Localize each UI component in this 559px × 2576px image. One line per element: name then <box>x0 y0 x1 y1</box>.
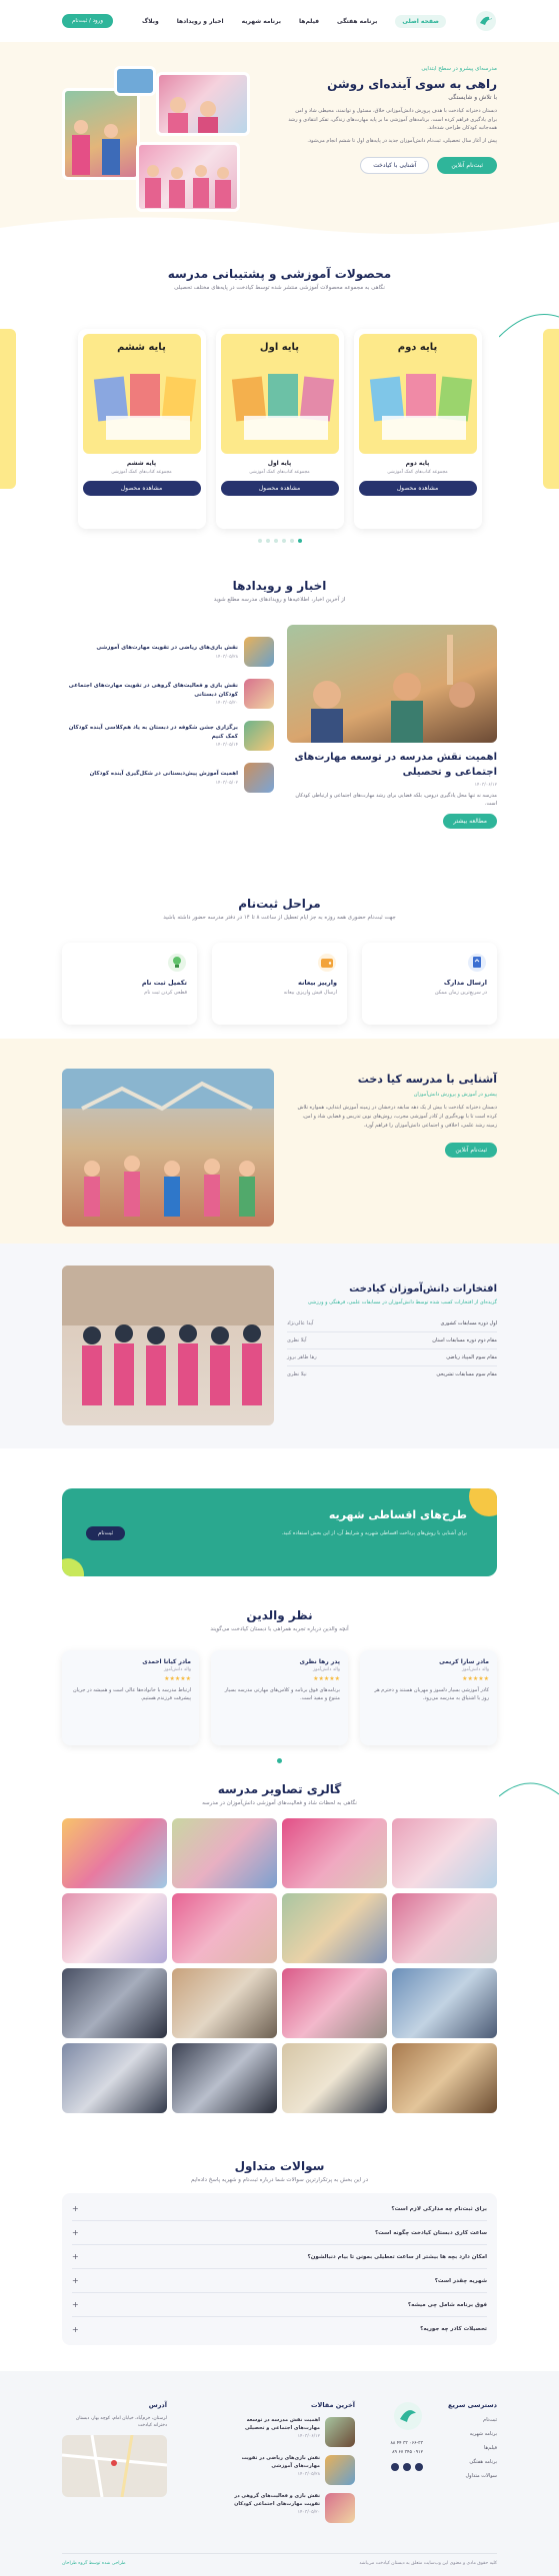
gallery-photo[interactable] <box>392 1893 497 1963</box>
view-product-button[interactable]: مشاهده محصول <box>359 481 477 496</box>
hero-body: دبستان دخترانه کیادخت با هدف پرورش دانش‌آموزانی خلاق، مسئول و توانمند، محیطی شاد و امن برای یادگیری فراهم کرده است. برنامه‌های آموزشی ما بر پایه مهارت‌های زندگی، تفکر انتقادی و رشد همه‌جانبه کودکان طراحی شده‌اند. <box>288 108 497 131</box>
honor-label: مقام دوم دوره مسابقات استان <box>432 1337 497 1343</box>
tuition-section <box>0 1448 559 1598</box>
hero-eyebrow: مدرسه‌ای پیشرو در سطح ابتدایی <box>421 66 497 72</box>
about-body: دبستان دخترانه کیادخت با بیش از یک دهه سابقه درخشان در زمینه آموزش ابتدایی، همواره تلاش کرده است تا با بهره‌گیری از کادر آموزشی مجرب، روش‌های نوین تدریس و فضایی شاد و امن، زمینه رشد علمی، اخلاقی و اجتماعی دانش‌آموزان را فراهم آورد. <box>297 1105 497 1129</box>
testimonial-text: برنامه‌های فوق برنامه و کلاس‌های مهارتی مدرسه بسیار متنوع و مفید است. <box>224 1687 340 1701</box>
lightbulb-icon <box>167 953 187 973</box>
footer-post-date: ۱۴۰۳/۰۵/۲۸ <box>297 2472 320 2477</box>
footer-post[interactable] <box>225 2417 355 2447</box>
carousel-dot[interactable] <box>298 539 302 543</box>
faq-subtitle: در این بخش به پرتکرارترین سوالات شما درباره ثبت‌نام و شهریه پاسخ داده‌ایم <box>190 2177 369 2183</box>
featured-news-date: ۱۴۰۳/۰۶/۱۲ <box>474 783 497 788</box>
product-banner <box>83 334 201 454</box>
honors-subtitle: گزیده‌ای از افتخارات کسب شده توسط دانش‌آموزان در مسابقات علمی، فرهنگی و ورزشی <box>307 1299 497 1305</box>
footer-posts <box>225 2401 355 2523</box>
registration-steps <box>0 877 559 1039</box>
honors-title: افتخارات دانش‌آموزان کیادخت <box>349 1284 497 1294</box>
gallery-section <box>0 1776 559 2151</box>
footer-quick-links <box>377 2401 497 2479</box>
step-card <box>212 943 347 1025</box>
footer-link[interactable]: برنامه شهریه <box>469 2431 497 2437</box>
footer-address-title: آدرس <box>148 2401 167 2409</box>
main-menu <box>142 15 446 28</box>
step-desc: قطعی کردن ثبت نام <box>144 990 187 996</box>
footer-link[interactable]: سوالات متداول <box>465 2473 497 2479</box>
hero-photo-4 <box>114 66 156 96</box>
news-item[interactable] <box>62 631 274 673</box>
plus-icon: + <box>72 2252 79 2261</box>
footer-post-thumb <box>325 2417 355 2447</box>
plus-icon: + <box>72 2228 79 2237</box>
hero-collage <box>62 72 250 212</box>
footer-post-thumb <box>325 2455 355 2485</box>
news-item-date: ۱۴۰۳/۰۵/۲۰ <box>215 700 238 706</box>
footer-posts-title: آخرین مقالات <box>310 2401 355 2409</box>
gallery-photo[interactable] <box>172 1968 277 2038</box>
carousel-dot[interactable] <box>282 539 286 543</box>
news-item-date: ۱۴۰۳/۰۵/۰۲ <box>215 780 238 786</box>
faq-item[interactable] <box>72 2317 487 2341</box>
hero-title: راهی به سوی آینده‌ای روشن <box>327 77 497 91</box>
faq-title: سوالات متداول <box>234 2159 325 2173</box>
testimonial-card <box>360 1650 497 1745</box>
gallery-photo[interactable] <box>172 2043 277 2113</box>
honor-label: مقام سوم مسابقات تشریحی <box>436 1371 497 1377</box>
step-title: ارسال مدارک <box>443 979 487 987</box>
view-product-button[interactable]: مشاهده محصول <box>83 481 201 496</box>
product-banner <box>359 334 477 454</box>
plus-icon: + <box>72 2324 79 2334</box>
hero-photo-3 <box>136 142 240 212</box>
faq-item[interactable] <box>72 2197 487 2221</box>
about-image <box>62 1069 274 1227</box>
about-section <box>0 1039 559 1244</box>
footer-phone[interactable]: ۰۶۶-۳۳ ۳۳ ۴۴ ۸۸ <box>390 2441 423 2446</box>
footer-quick-title: دسترسی سریع <box>448 2401 497 2409</box>
news-item[interactable] <box>62 715 274 757</box>
news-thumb <box>244 721 274 751</box>
honor-row <box>287 1315 497 1332</box>
gallery-photo[interactable] <box>282 1818 387 1888</box>
testimonial-dot[interactable] <box>277 1758 282 1763</box>
hero-about-button[interactable]: آشنایی با کیادخت <box>360 157 429 174</box>
logo[interactable] <box>475 10 497 32</box>
product-banner <box>221 334 339 454</box>
news-title: اخبار و رویدادها <box>232 579 327 593</box>
deco-curve-right <box>499 1776 559 1816</box>
carousel-dot[interactable] <box>274 539 278 543</box>
product-name: پایه دوم <box>405 460 430 467</box>
read-more-button[interactable]: مطالعه بیشتر <box>443 814 497 829</box>
tuition-banner <box>62 1488 497 1576</box>
news-item-title: نقش بازی و فعالیت‌های گروهی در تقویت مهارت‌های اجتماعی کودکان دبستانی <box>68 683 238 698</box>
products-carousel <box>62 329 497 529</box>
faq-question: شهریه چقدر است؟ <box>434 2277 487 2284</box>
step-title: وارییز بیعانه <box>298 979 337 987</box>
news-thumb <box>244 679 274 709</box>
books-illustration <box>364 368 482 448</box>
testimonial-card <box>211 1650 348 1745</box>
telegram-icon[interactable] <box>403 2463 411 2471</box>
product-banner-title: پایه اول <box>259 342 300 353</box>
footer-address <box>62 2401 167 2497</box>
honor-label: مقام سوم المپیاد ریاضی <box>446 1354 497 1360</box>
news-thumb <box>244 637 274 667</box>
plus-icon: + <box>72 2204 79 2213</box>
tuition-button[interactable]: ثبت‌نام <box>86 1526 125 1540</box>
nav-tuition[interactable]: برنامه شهریه <box>241 17 282 25</box>
rating-stars-icon: ★★★★★ <box>313 1675 340 1682</box>
steps-title: مراحل ثبت‌نام <box>238 897 321 911</box>
footer-link[interactable]: ثبت‌نام <box>483 2417 497 2423</box>
gallery-grid <box>62 1818 497 2113</box>
tuition-body: برای آشنایی با روش‌های پرداخت اقساطی شهریه و شرایط آن، از این بخش استفاده کنید. <box>281 1530 467 1536</box>
news-thumb <box>244 763 274 793</box>
faq-item[interactable] <box>72 2269 487 2293</box>
carousel-dot[interactable] <box>290 539 294 543</box>
nav-weekly[interactable]: برنامه هفتگی <box>337 17 378 25</box>
footer-link[interactable]: برنامه هفتگی <box>469 2459 497 2465</box>
product-name: پایه ششم <box>126 460 157 467</box>
faq-section <box>0 2151 559 2371</box>
bird-logo-icon <box>475 10 497 32</box>
nav-blog[interactable]: وبلاگ <box>142 17 159 25</box>
gallery-photo[interactable] <box>282 1893 387 1963</box>
nav-news[interactable]: اخبار و رویدادها <box>176 17 224 25</box>
faq-question: تحصیلات کادر چه جوریه؟ <box>420 2326 487 2332</box>
news-item-date: ۱۴۰۳/۰۵/۱۴ <box>215 742 238 748</box>
gallery-photo[interactable] <box>392 2043 497 2113</box>
testimonial-role: والد دانش‌آموز <box>164 1667 191 1672</box>
featured-news-image <box>287 625 497 743</box>
top-nav <box>0 0 559 42</box>
footer-post-title: نقش بازی‌های ریاضی در تقویت مهارت‌های آموزشی <box>241 2455 320 2469</box>
product-desc: مجموعه کتاب‌های کمک آموزشی <box>387 470 448 475</box>
gallery-photo[interactable] <box>62 2043 167 2113</box>
footer-post-title: اهمیت نقش مدرسه در توسعه مهارت‌های اجتماعی و تحصیلی <box>244 2417 320 2431</box>
carousel-peek-right <box>543 329 559 489</box>
honor-student: رها طاهر بروز <box>287 1354 317 1360</box>
news-item-title: نقش بازی‌های ریاضی در تقویت مهارت‌های آموزشی <box>96 645 238 652</box>
honors-image <box>62 1266 274 1425</box>
bird-logo-icon <box>393 2401 423 2431</box>
footer-post-date: ۱۴۰۳/۰۵/۲۰ <box>297 2510 320 2515</box>
about-eyebrow: پیشرو در آموزش و پرورش دانش‌آموزان <box>413 1092 497 1098</box>
honor-row <box>287 1332 497 1349</box>
about-register-button[interactable]: ثبت‌نام آنلاین <box>445 1143 497 1158</box>
honor-student: نیلا نظری <box>287 1371 307 1377</box>
books-illustration <box>88 368 206 448</box>
gallery-photo[interactable] <box>172 1893 277 1963</box>
honor-label: اول دوره مسابقات کشوری <box>440 1320 497 1326</box>
hero-wave <box>0 208 559 238</box>
testimonial-name: مادر سارا کریمی <box>439 1658 489 1665</box>
hero-photo-2 <box>62 88 140 180</box>
testimonial-name: پدر رها نظری <box>299 1658 340 1665</box>
hero-register-button[interactable]: ثبت‌نام آنلاین <box>437 157 497 174</box>
product-card[interactable] <box>216 329 344 529</box>
news-section <box>0 557 559 877</box>
step-desc: ارسال فیش واریزی بیعانه <box>283 990 337 996</box>
steps-subtitle: جهت ثبت‌نام حضوری همه روزه به جز ایام تعطیل از ساعت ۸ تا ۱۴ در دفتر مدرسه حضور داشته باشید <box>163 915 396 921</box>
featured-news-body: مدرسه نه تنها محل یادگیری دروس، بلکه فضایی برای رشد مهارت‌های اجتماعی و ارتباطی کودکان است. <box>295 793 497 807</box>
testimonial-card <box>62 1650 199 1745</box>
hero-photo-1 <box>156 72 250 136</box>
product-card[interactable] <box>78 329 206 529</box>
footer-address-text: لرستان، خرم‌آباد، خیابان امام، کوچه بهار، دبستان دخترانه کیادخت <box>75 2416 167 2429</box>
footer-link[interactable]: فیلم‌ها <box>483 2445 497 2451</box>
nav-home[interactable]: صفحه اصلی <box>395 15 446 28</box>
hero <box>0 42 559 237</box>
rating-stars-icon: ★★★★★ <box>164 1675 191 1682</box>
gallery-photo[interactable] <box>282 2043 387 2113</box>
news-list <box>62 631 274 799</box>
copyright: کلیه حقوق مادی و معنوی این وب‌سایت متعلق به دبستان کیادخت می‌باشد <box>359 2561 497 2566</box>
product-banner-title: پایه دوم <box>397 342 438 353</box>
gallery-title: گالری تصاویر مدرسه <box>217 1782 342 1796</box>
carousel-dot[interactable] <box>266 539 270 543</box>
featured-news-title: اهمیت نقش مدرسه در توسعه مهارت‌های اجتماعی و تحصیلی <box>294 752 497 778</box>
gallery-photo[interactable] <box>62 1893 167 1963</box>
faq-item[interactable] <box>72 2245 487 2269</box>
news-subtitle: از آخرین اخبار، اطلاعیه‌ها و رویدادهای مدرسه مطلع شوید <box>213 597 346 603</box>
testimonials-title: نظر والدین <box>246 1608 313 1622</box>
about-title: آشنایی با مدرسه کیا دخت <box>357 1073 497 1086</box>
gallery-photo[interactable] <box>392 1968 497 2038</box>
carousel-dot[interactable] <box>258 539 262 543</box>
footer-post[interactable] <box>225 2493 355 2523</box>
faq-question: برای ثبت‌نام چه مدارکی لازم است؟ <box>391 2205 487 2212</box>
map-widget[interactable] <box>62 2435 167 2497</box>
books-illustration <box>226 368 344 448</box>
nav-videos[interactable]: فیلم‌ها <box>299 17 319 25</box>
footer-post-thumb <box>325 2493 355 2523</box>
carousel-dots <box>0 539 559 543</box>
tuition-title: طرح‌های اقساطی شهریه <box>328 1508 467 1521</box>
document-upload-icon <box>467 953 487 973</box>
honor-row <box>287 1349 497 1366</box>
product-card[interactable] <box>354 329 482 529</box>
featured-news[interactable] <box>287 625 497 829</box>
testimonials-subtitle: آنچه والدین درباره تجربه همراهی با دبستان کیادخت می‌گویند <box>210 1626 349 1632</box>
view-product-button[interactable]: مشاهده محصول <box>221 481 339 496</box>
faq-question: ساعت کاری دبستان کیادخت چگونه است؟ <box>374 2229 487 2236</box>
faq-item[interactable] <box>72 2293 487 2317</box>
instagram-icon[interactable] <box>415 2463 423 2471</box>
product-desc: مجموعه کتاب‌های کمک آموزشی <box>249 470 310 475</box>
footer-post-date: ۱۴۰۳/۰۶/۱۲ <box>297 2434 320 2439</box>
product-name: پایه اول <box>267 460 292 467</box>
gallery-subtitle: نگاهی به لحظات شاد و فعالیت‌های آموزشی دانش‌آموزان در مدرسه <box>202 1800 357 1806</box>
testimonial-text: کادر آموزشی بسیار دلسوز و مهربان هستند و دخترم هر روز با اشتیاق به مدرسه می‌رود. <box>374 1687 489 1701</box>
honor-student: آیدا عالی‌نژاد <box>287 1320 314 1326</box>
faq-list <box>62 2193 497 2345</box>
footer-mobile[interactable]: ۰۹۱۲ ۳۴۵ ۶۷ ۸۹ <box>392 2450 423 2455</box>
news-item-date: ۱۴۰۳/۰۵/۲۸ <box>215 654 238 660</box>
gallery-photo[interactable] <box>62 1818 167 1888</box>
news-item[interactable] <box>62 673 274 715</box>
honors-section <box>0 1244 559 1448</box>
honor-student: آیلا نظری <box>287 1337 307 1343</box>
products-subtitle: نگاهی به مجموعه محصولات آموزشی منتشر شده توسط کیادخت در پایه‌های مختلف تحصیلی <box>174 285 385 291</box>
gallery-photo[interactable] <box>282 1968 387 2038</box>
login-button[interactable]: ورود / ثبت‌نام <box>62 14 113 28</box>
testimonial-role: والد دانش‌آموز <box>313 1667 340 1672</box>
gallery-photo[interactable] <box>392 1818 497 1888</box>
footer-bottom-bar <box>62 2553 497 2566</box>
faq-question: امکان دارد بچه ها بیشتر از ساعت تعطیلی بمونن تا بیام دنبالشون؟ <box>307 2253 487 2260</box>
step-card <box>362 943 497 1025</box>
product-desc: مجموعه کتاب‌های کمک آموزشی <box>111 470 172 475</box>
map-icon <box>62 2435 167 2497</box>
news-item-title: برگزاری جشن شکوفه در دبستان به یاد هم‌کلاسی آینده کودکان کمک کنیم <box>68 725 238 740</box>
carousel-peek-left <box>0 329 16 489</box>
rating-stars-icon: ★★★★★ <box>462 1675 489 1682</box>
footer <box>0 2371 559 2576</box>
design-credit[interactable]: طراحی شده توسط گروه طراحان <box>62 2561 126 2566</box>
news-item-title: اهمیت آموزش پیش‌دبستانی در شکل‌گیری آینده کودکان <box>89 771 238 778</box>
step-card <box>62 943 197 1025</box>
wallet-icon <box>317 953 337 973</box>
hero-tagline: با تلاش و شایستگی <box>448 94 497 101</box>
step-desc: در سریع‌ترین زمان ممکن <box>434 990 487 996</box>
honor-row <box>287 1366 497 1382</box>
testimonial-text: ارتباط مدرسه با خانواده‌ها عالی است و همیشه در جریان پیشرفت فرزندم هستیم. <box>73 1687 191 1701</box>
products-title: محصولات آموزشی و پشتیبانی مدرسه <box>167 267 392 281</box>
hero-body-2: پیش از آغاز سال تحصیلی، ثبت‌نام دانش‌آموزان جدید در پایه‌های اول تا ششم انجام می‌شود. <box>307 137 497 144</box>
products-section <box>0 237 559 557</box>
footer-post[interactable] <box>225 2455 355 2485</box>
honors-table <box>287 1315 497 1382</box>
testimonial-role: والد دانش‌آموز <box>462 1667 489 1672</box>
news-item[interactable] <box>62 757 274 799</box>
gallery-photo[interactable] <box>62 1968 167 2038</box>
gallery-photo[interactable] <box>172 1818 277 1888</box>
footer-post-title: نقش بازی و فعالیت‌های گروهی در تقویت مهارت‌های اجتماعی کودکان <box>234 2493 320 2507</box>
faq-question: فوق برنامه شامل چی میشه؟ <box>407 2301 487 2308</box>
plus-icon: + <box>72 2300 79 2309</box>
plus-icon: + <box>72 2276 79 2285</box>
faq-item[interactable] <box>72 2221 487 2245</box>
testimonial-name: مادر کیانا احمدی <box>142 1658 191 1665</box>
step-title: تکمیل ثبت نام <box>141 979 187 987</box>
whatsapp-icon[interactable] <box>391 2463 399 2471</box>
testimonials-section <box>0 1598 559 1776</box>
product-banner-title: پایه ششم <box>117 342 166 353</box>
